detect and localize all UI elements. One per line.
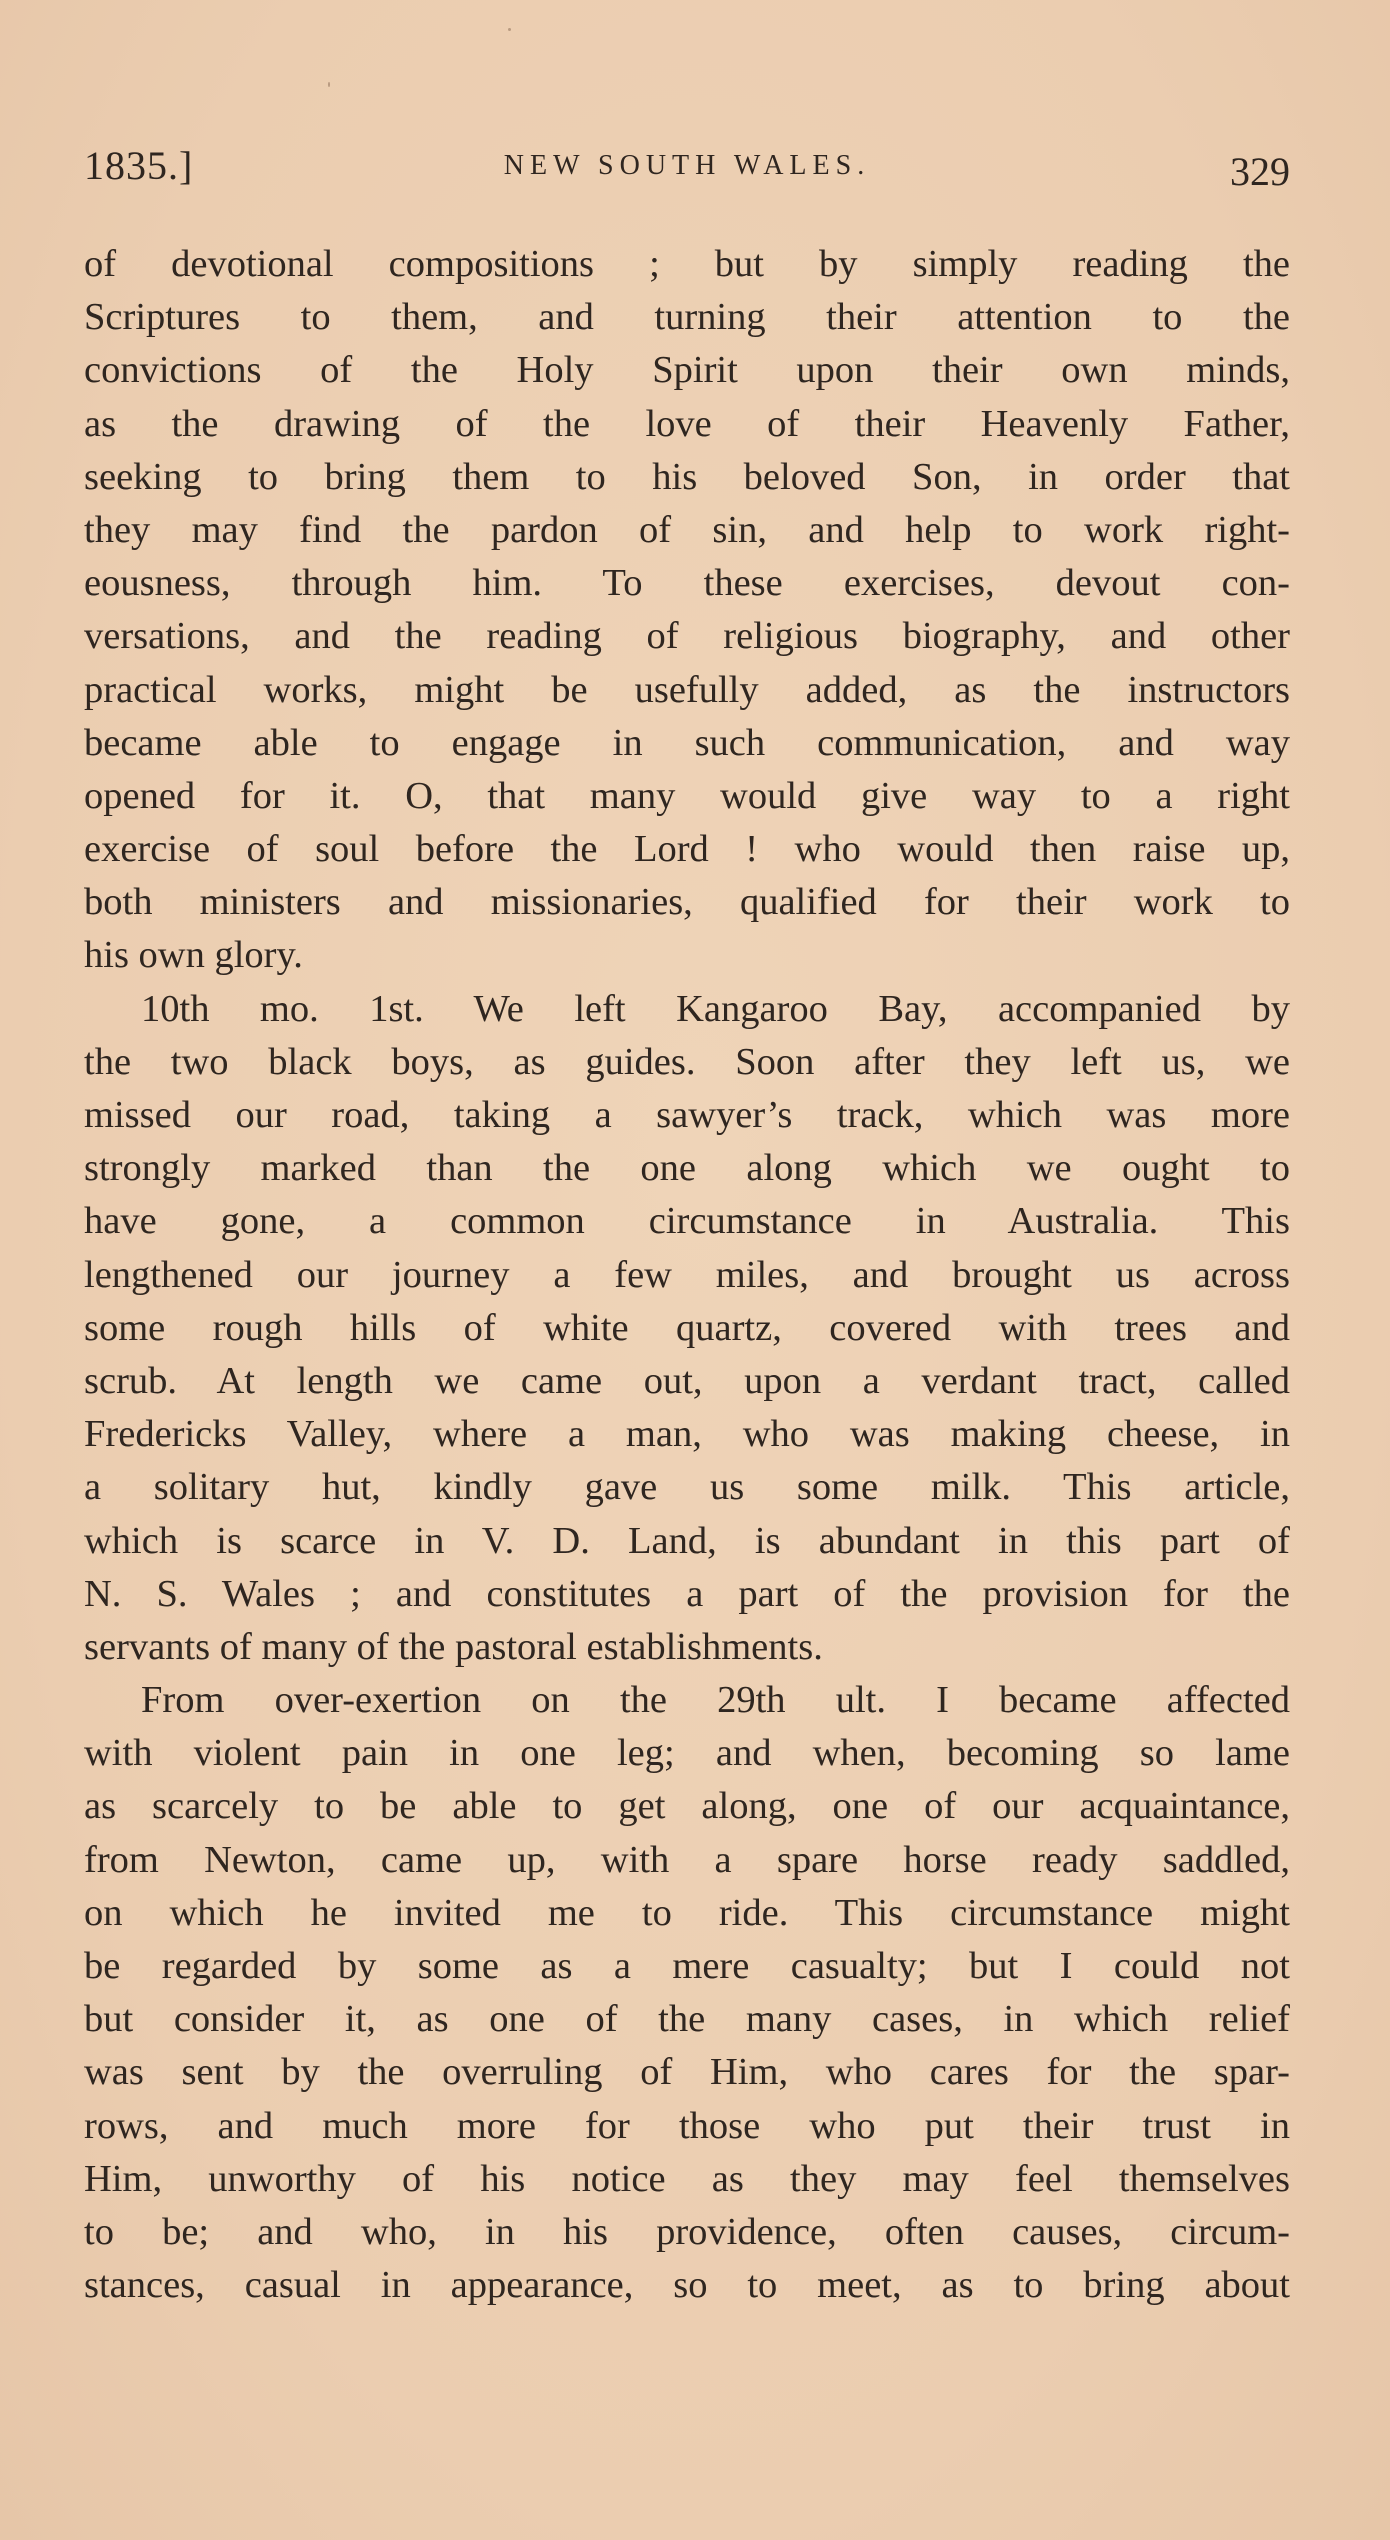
- paper-speck: [328, 82, 330, 87]
- text-line: stances, casual in appearance, so to meet, as to bring about: [84, 2264, 1290, 2307]
- paragraph-start: 10th mo. 1st. We left Kangaroo Bay, accompanied by: [141, 987, 1290, 1030]
- text-line: scrub. At length we came out, upon a verdant tract, called: [84, 1359, 1290, 1402]
- header-year: 1835.]: [84, 143, 194, 188]
- text-line: rows, and much more for those who put their trust in: [84, 2104, 1290, 2147]
- text-line: have gone, a common circumstance in Australia. This: [84, 1200, 1290, 1243]
- text-line: Him, unworthy of his notice as they may feel themselves: [84, 2157, 1290, 2200]
- text-line: Scriptures to them, and turning their attention to the: [84, 296, 1290, 339]
- text-line: practical works, might be usefully added, as the instructors: [84, 668, 1290, 711]
- paragraph-start: From over-exertion on the 29th ult. I became affected: [141, 1679, 1290, 1722]
- text-line: both ministers and missionaries, qualified for their work to: [84, 881, 1290, 924]
- text-line: the two black boys, as guides. Soon after they left us, we: [84, 1040, 1290, 1083]
- body-text: [84, 238, 1290, 2312]
- text-line: became able to engage in such communication, and way: [84, 721, 1290, 764]
- text-line: but consider it, as one of the many cases, in which relief: [84, 1998, 1290, 2041]
- text-line: seeking to bring them to his beloved Son, in order that: [84, 455, 1290, 498]
- text-line: which is scarce in V. D. Land, is abundant in this part of: [84, 1519, 1290, 1562]
- text-line: be regarded by some as a mere casualty; but I could not: [84, 1945, 1290, 1987]
- text-line: with violent pain in one leg; and when, becoming so lame: [84, 1732, 1290, 1775]
- text-line: opened for it. O, that many would give way to a right: [84, 774, 1290, 817]
- text-line: a solitary hut, kindly gave us some milk. This article,: [84, 1466, 1290, 1509]
- text-line: from Newton, came up, with a spare horse ready saddled,: [84, 1838, 1290, 1881]
- text-line: some rough hills of white quartz, covered with trees and: [84, 1306, 1290, 1349]
- text-line: as the drawing of the love of their Heavenly Father,: [84, 402, 1290, 445]
- header-title: NEW SOUTH WALES.: [503, 150, 871, 181]
- text-line: exercise of soul before the Lord ! who would then raise up,: [84, 828, 1290, 871]
- text-line: strongly marked than the one along which we ought to: [84, 1147, 1290, 1190]
- text-line: they may find the pardon of sin, and help to work right-: [84, 508, 1290, 551]
- running-head: [84, 142, 1290, 202]
- text-line: Fredericks Valley, where a man, who was making cheese, in: [84, 1413, 1290, 1456]
- page-number: 329: [1230, 149, 1290, 194]
- text-line: of devotional compositions ; but by simply reading the: [84, 243, 1290, 285]
- text-line: N. S. Wales ; and constitutes a part of the provision for the: [84, 1572, 1290, 1615]
- text-line: servants of many of the pastoral establishments.: [84, 1625, 823, 1668]
- text-line: versations, and the reading of religious biography, and other: [84, 615, 1290, 658]
- text-line: lengthened our journey a few miles, and brought us across: [84, 1253, 1290, 1296]
- text-line: missed our road, taking a sawyer’s track, which was more: [84, 1094, 1290, 1136]
- paper-speck: [508, 28, 511, 31]
- text-line: on which he invited me to ride. This circumstance might: [84, 1891, 1290, 1934]
- text-line: convictions of the Holy Spirit upon their own minds,: [84, 349, 1290, 392]
- text-line: eousness, through him. To these exercises, devout con-: [84, 562, 1290, 605]
- text-line: as scarcely to be able to get along, one of our acquaintance,: [84, 1785, 1290, 1828]
- text-line: his own glory.: [84, 934, 303, 977]
- text-line: was sent by the overruling of Him, who cares for the spar-: [84, 2051, 1290, 2094]
- text-line: to be; and who, in his providence, often causes, circum-: [84, 2210, 1290, 2253]
